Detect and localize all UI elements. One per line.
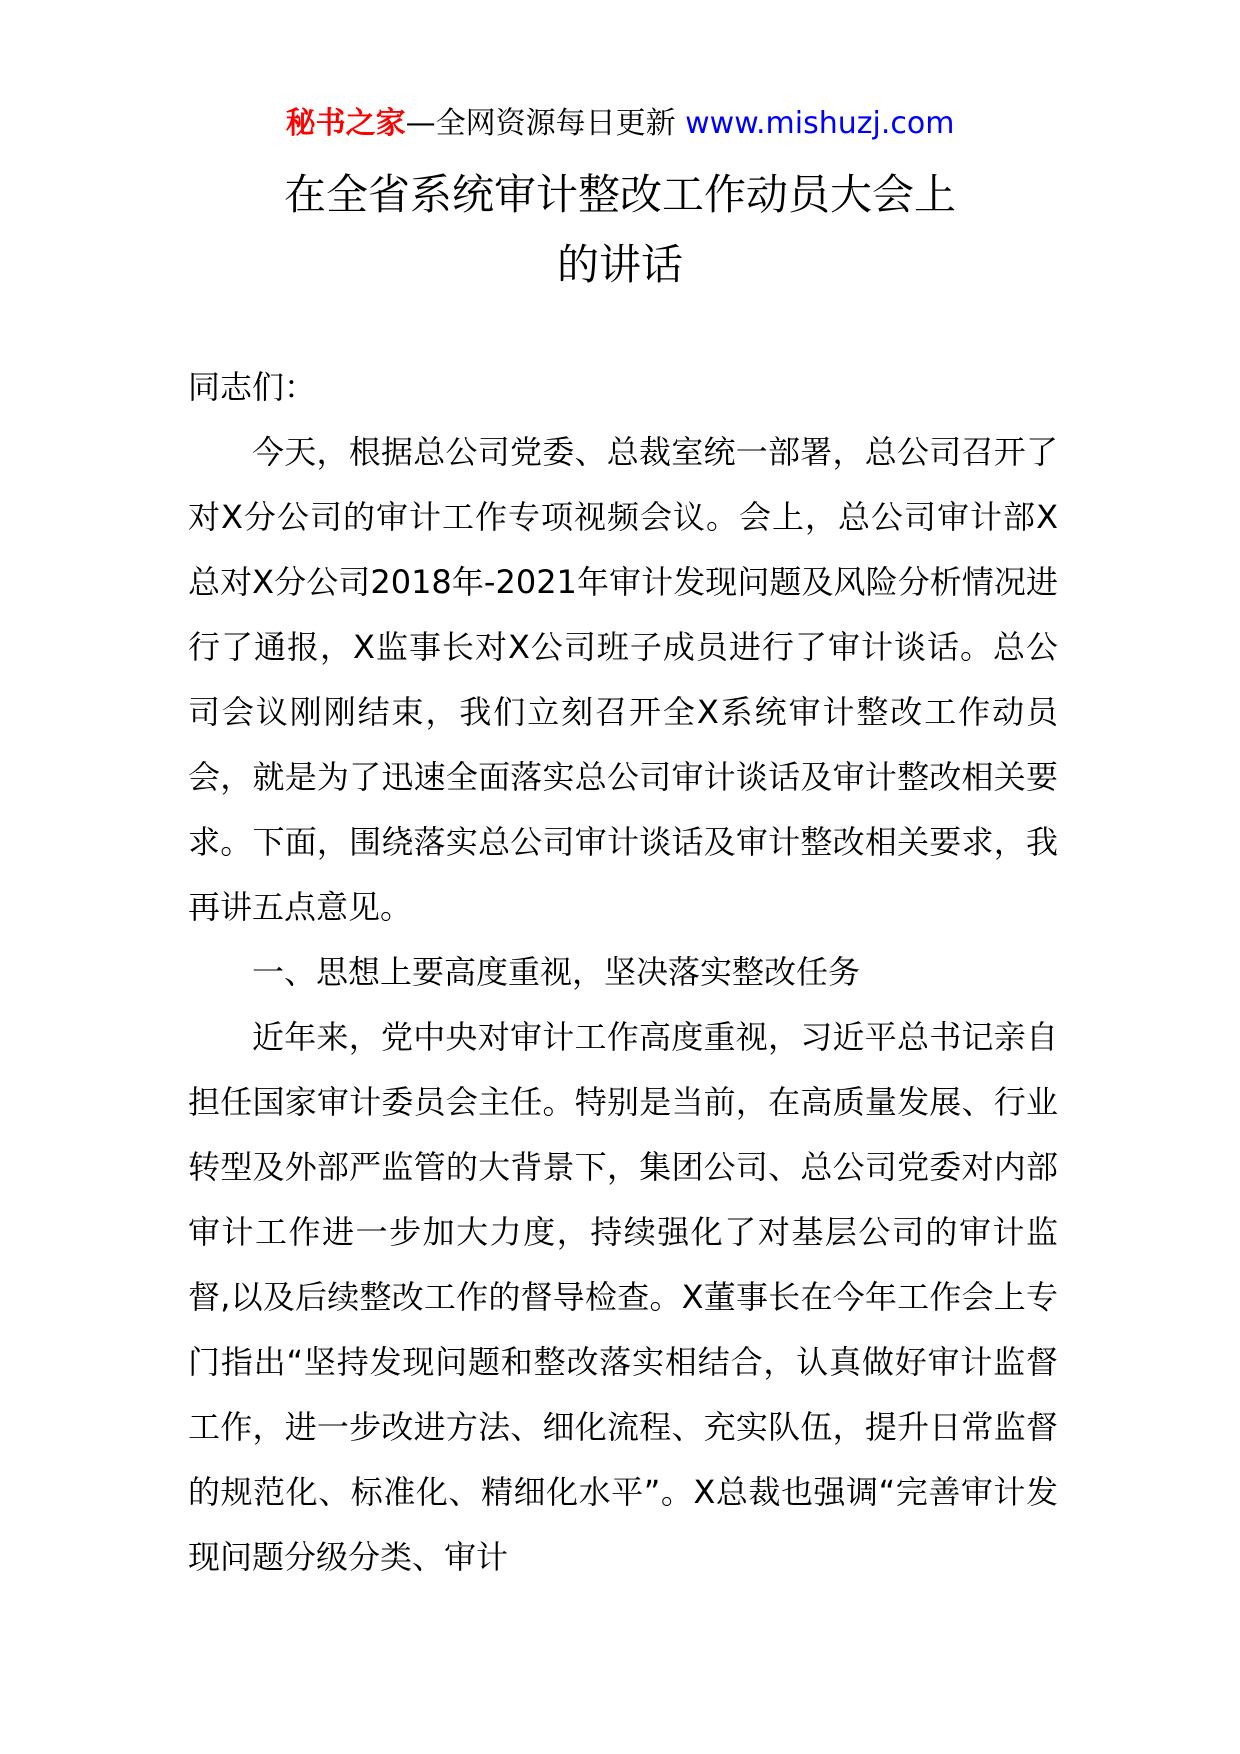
paragraph-intro: 今天，根据总公司党委、总裁室统一部署，总公司召开了对X分公司的审计工作专项视频会议。会上，总公司审计部X总对X分公司2018年-2021年审计发现问题及风险分析情况进行了通报，X监事长对X公司班子成员进行了审计谈话。总公司会议刚刚结束，我们立刻召开全X系统审计整改工作动员会，就是为了迅速全面落实总公司审计谈话及审计整改相关要求。下面，围绕落实总公司审计谈话及审计整改相关要求，我再讲五点意见。 xyxy=(188,433,1058,926)
salutation: 同志们： xyxy=(188,368,317,406)
header-tagline: —全网资源每日更新 xyxy=(405,106,686,141)
title-line-2: 的讲话 xyxy=(556,240,683,289)
section-heading-1: 一、思想上要高度重视，坚决落实整改任务 xyxy=(252,953,861,991)
page-header xyxy=(0,100,1240,148)
site-link[interactable]: www.mishuzj.com xyxy=(685,106,955,141)
document-body xyxy=(188,355,1058,1590)
paragraph-section-1: 近年来，党中央对审计工作高度重视，习近平总书记亲自担任国家审计委员会主任。特别是当前，在高质量发展、行业转型及外部严监管的大背景下，集团公司、总公司党委对内部审计工作进一步加大力度，持续强化了对基层公司的审计监督,以及后续整改工作的督导检查。X董事长在今年工作会上专门指出“坚持发现问题和整改落实相结合，认真做好审计监督工作，进一步改进方法、细化流程、充实队伍，提升日常监督的规范化、标准化、精细化水平”。X总裁也强调“完善审计发现问题分级分类、审计 xyxy=(188,1018,1058,1576)
brand-name: 秘书之家 xyxy=(285,106,406,141)
title-line-1: 在全省系统审计整改工作动员大会上 xyxy=(283,170,956,219)
document-title xyxy=(0,160,1240,300)
